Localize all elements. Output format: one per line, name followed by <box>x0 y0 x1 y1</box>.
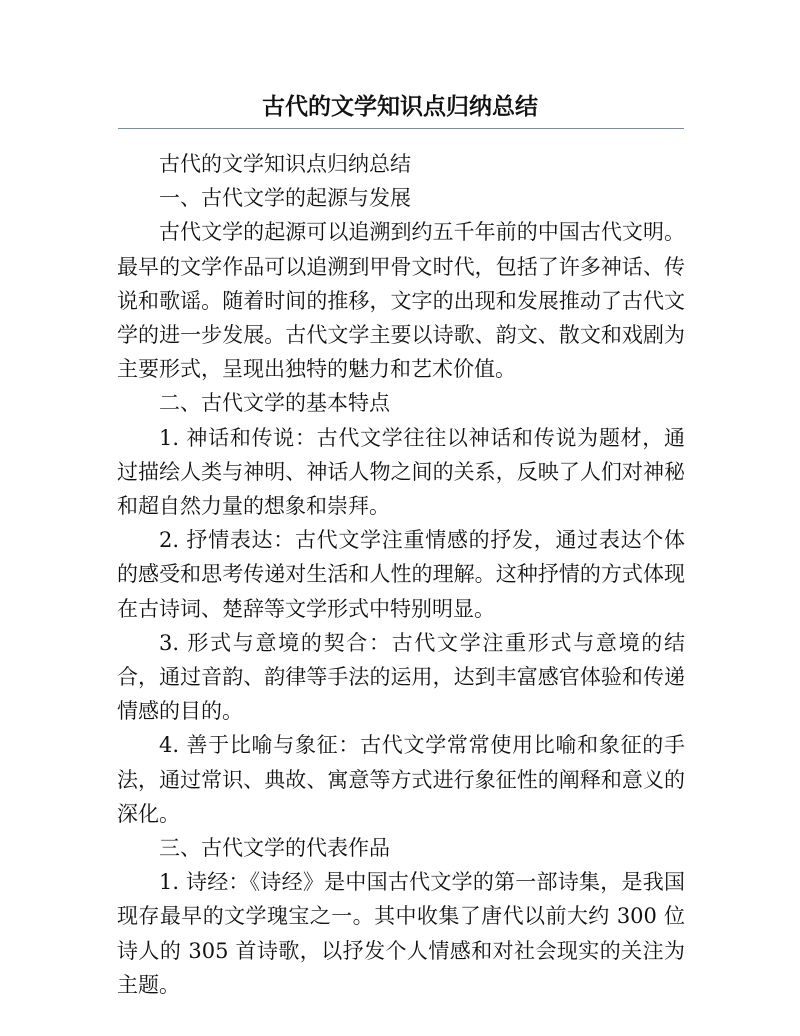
paragraph-work-1: 1. 诗经：《诗经》是中国古代文学的第一部诗集，是我国现存最早的文学瑰宝之一。其中收集了唐代以前大约 300 位诗人的 305 首诗歌，以抒发个人情感和对社会现实的关注为主题。 <box>117 870 685 997</box>
document-body <box>117 147 685 1002</box>
document-title: 古代的文学知识点归纳总结 <box>262 93 538 120</box>
paragraph-feature-1: 1. 神话和传说：古代文学往往以神话和传说为题材，通过描绘人类与神明、神话人物之间的关系，反映了人们对神秘和超自然力量的想象和崇拜。 <box>117 425 685 519</box>
title-divider <box>118 128 684 129</box>
section-heading-works: 三、古代文学的代表作品 <box>159 836 390 861</box>
section-heading-features: 二、古代文学的基本特点 <box>159 391 390 416</box>
paragraph-origin: 古代文学的起源可以追溯到约五千年前的中国古代文明。最早的文学作品可以追溯到甲骨文时代，包括了许多神话、传说和歌谣。随着时间的推移，文字的出现和发展推动了古代文学的进一步发展。古代文学主要以诗歌、韵文、散文和戏剧为主要形式，呈现出独特的魅力和艺术价值。 <box>117 220 685 382</box>
body-heading: 古代的文学知识点归纳总结 <box>159 152 411 176</box>
section-heading-origin: 一、古代文学的起源与发展 <box>159 186 411 211</box>
paragraph-feature-3: 3. 形式与意境的契合：古代文学注重形式与意境的结合，通过音韵、韵律等手法的运用，达到丰富感官体验和传递情感的目的。 <box>117 630 685 724</box>
paragraph-feature-2: 2. 抒情表达：古代文学注重情感的抒发，通过表达个体的感受和思考传递对生活和人性的理解。这种抒情的方式体现在古诗词、楚辞等文学形式中特别明显。 <box>117 528 685 621</box>
paragraph-feature-4: 4. 善于比喻与象征：古代文学常常使用比喻和象征的手法，通过常识、典故、寓意等方式进行象征性的阐释和意义的深化。 <box>117 733 685 826</box>
